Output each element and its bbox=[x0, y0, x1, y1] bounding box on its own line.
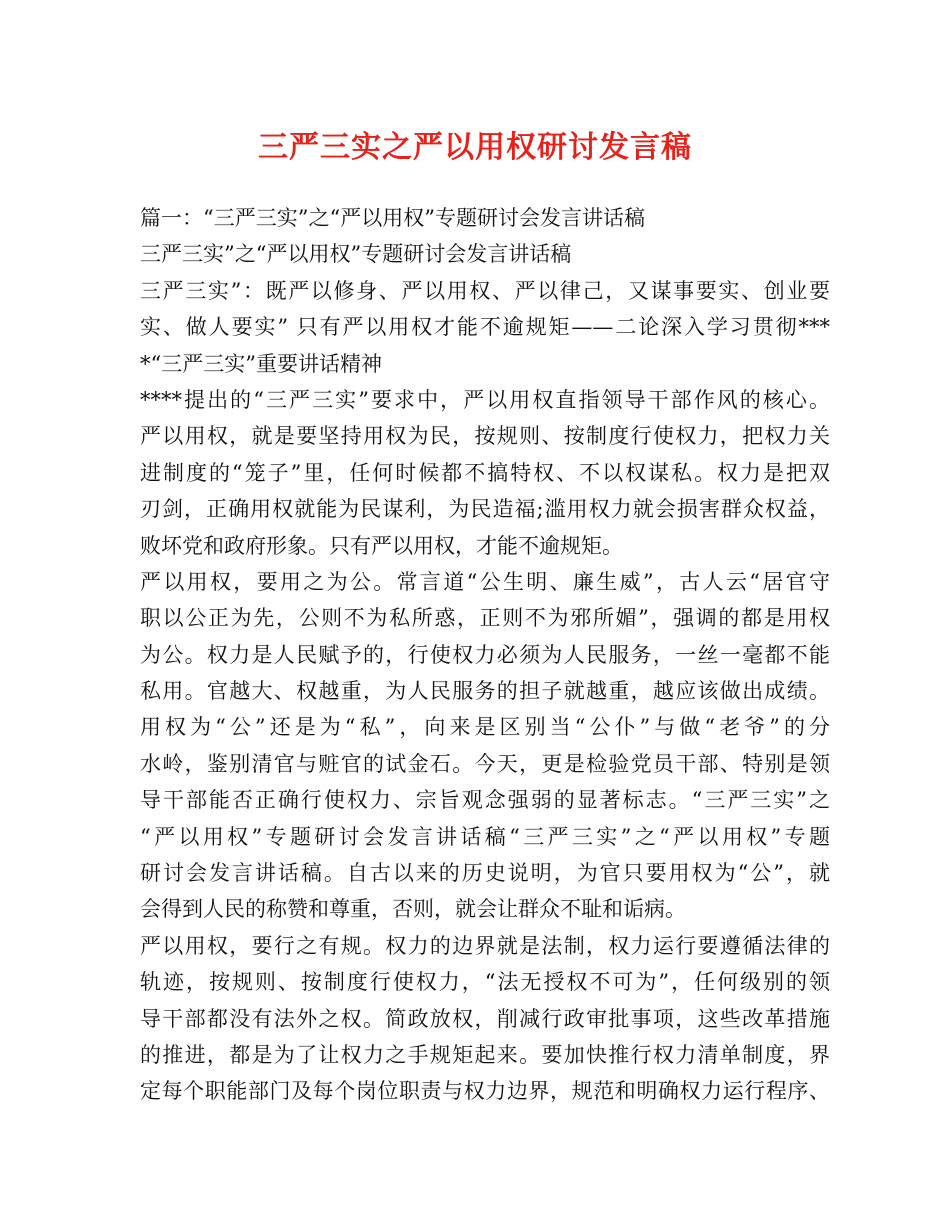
text-line: 研讨会发言讲话稿。自古以来的历史说明，为官只要用权为“公”，就 bbox=[140, 861, 830, 886]
text-line: *“三严三实”重要讲话精神 bbox=[140, 351, 382, 376]
text-line: 严以用权，要行之有规。权力的边界就是法制，权力运行要遵循法律的 bbox=[140, 933, 830, 958]
text-line: 三严三实”之“严以用权”专题研讨会发言讲话稿 bbox=[140, 242, 572, 267]
text-line: 导干部能否正确行使权力、宗旨观念强弱的显著标志。“三严三实”之 bbox=[140, 788, 830, 813]
text-line: 会得到人民的称赞和尊重，否则，就会让群众不耻和诟病。 bbox=[140, 897, 686, 922]
text-line: 私用。官越大、权越重，为人民服务的担子就越重，越应该做出成绩。 bbox=[140, 679, 830, 704]
text-line: 刃剑，正确用权就能为民谋利，为民造福;滥用权力就会损害群众权益， bbox=[140, 497, 830, 522]
text-line: 职以公正为先，公则不为私所惑，正则不为邪所媚”，强调的都是用权 bbox=[140, 606, 830, 631]
text-line: 篇一：“三严三实”之“严以用权”专题研讨会发言讲话稿 bbox=[140, 206, 645, 230]
text-line: 严以用权，就是要坚持用权为民，按规则、按制度行使权力，把权力关 bbox=[140, 424, 830, 449]
text-line: 严以用权，要用之为公。常言道“公生明、廉生威”，古人云“居官守 bbox=[140, 569, 830, 594]
text-line: 用权为“公”还是为“私”，向来是区别当“公仆”与做“老爷”的分 bbox=[140, 715, 830, 740]
text-line: 败坏党和政府形象。只有严以用权，才能不逾规矩。 bbox=[140, 533, 623, 558]
text-line: 定每个职能部门及每个岗位职责与权力边界，规范和明确权力运行程序、 bbox=[140, 1079, 830, 1104]
text-line: 进制度的“笼子”里，任何时候都不搞特权、不以权谋私。权力是把双 bbox=[140, 460, 830, 485]
document-title: 三严三实之严以用权研讨发言稿 bbox=[258, 130, 692, 165]
text-line: ****提出的“三严三实”要求中，严以用权直指领导干部作风的核心。 bbox=[140, 387, 830, 412]
text-line: 实、做人要实” 只有严以用权才能不逾规矩——二论深入学习贯彻*** bbox=[140, 315, 830, 340]
text-line: 三严三实”：既严以修身、严以用权、严以律己，又谋事要实、创业要 bbox=[140, 278, 830, 303]
text-line: 轨迹，按规则、按制度行使权力，“法无授权不可为”，任何级别的领 bbox=[140, 970, 830, 995]
text-line: 水岭，鉴别清官与赃官的试金石。今天，更是检验党员干部、特别是领 bbox=[140, 751, 830, 776]
text-line: “严以用权”专题研讨会发言讲话稿“三严三实”之“严以用权”专题 bbox=[140, 824, 830, 849]
text-line: 的推进，都是为了让权力之手规矩起来。要加快推行权力清单制度，界 bbox=[140, 1042, 830, 1067]
text-line: 为公。权力是人民赋予的，行使权力必须为人民服务，一丝一毫都不能 bbox=[140, 642, 830, 667]
text-line: 导干部都没有法外之权。简政放权，削减行政审批事项，这些改革措施 bbox=[140, 1006, 830, 1031]
document-body bbox=[140, 200, 830, 1110]
